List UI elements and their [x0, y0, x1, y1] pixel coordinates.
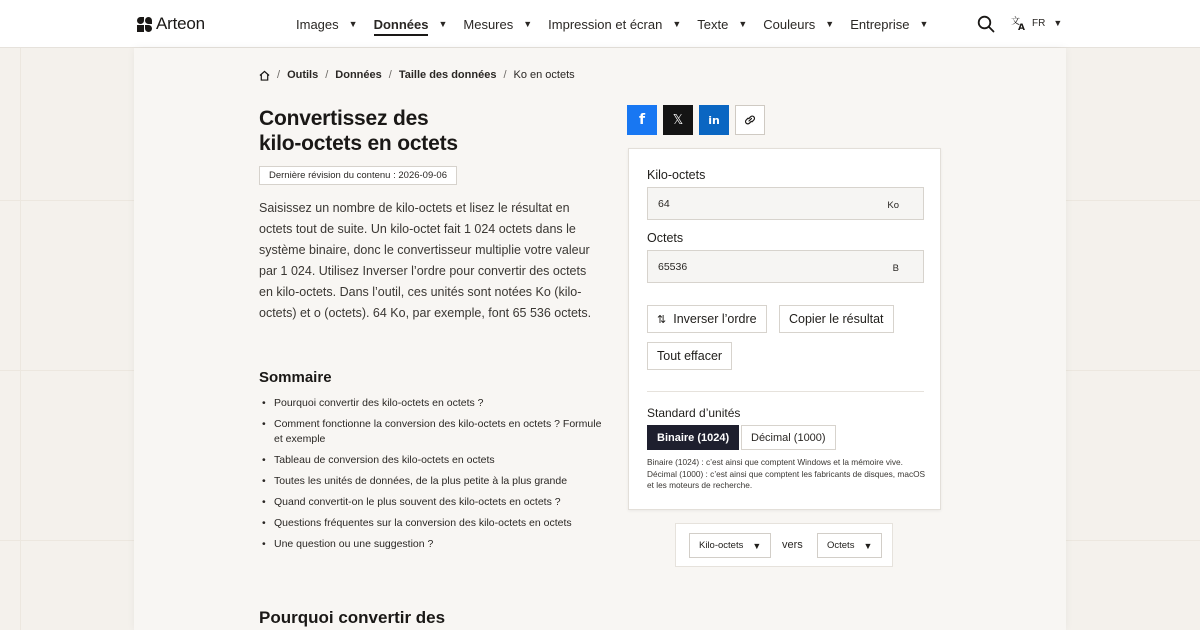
linkedin-share-button[interactable] — [699, 105, 729, 135]
divider — [647, 391, 924, 392]
summary-link[interactable]: • Questions fréquentes sur la conversion des kilo-octets en octets — [274, 516, 604, 531]
nav-item-texte[interactable] — [697, 0, 747, 48]
copy-result-button[interactable]: Copier le résultat — [779, 305, 894, 333]
site-header — [0, 0, 1200, 48]
section-title: Pourquoi convertir des — [259, 608, 446, 627]
summary-list — [274, 396, 604, 558]
breadcrumb-separator: / — [503, 69, 507, 81]
summary-link[interactable]: • Tableau de conversion des kilo-octets en octets — [274, 453, 604, 468]
nav-label: Entreprise — [850, 16, 910, 32]
link-icon — [743, 113, 757, 127]
from-unit-select[interactable] — [689, 533, 771, 558]
kilo-octets-unit: Ko — [887, 200, 899, 211]
octets-unit: B — [892, 263, 899, 274]
breadcrumb-outils[interactable]: Outils — [287, 69, 319, 81]
breadcrumb — [259, 69, 575, 81]
linkedin-icon: in — [708, 113, 720, 127]
chevron-down-icon: ▼ — [438, 19, 448, 29]
svg-text:文: 文 — [1011, 17, 1021, 27]
translate-icon — [1011, 15, 1028, 31]
copy-link-button[interactable] — [735, 105, 765, 135]
swap-order-label: Inverser l’ordre — [673, 312, 757, 326]
logo-icon — [137, 17, 152, 32]
breadcrumb-current: Ko en octets — [513, 69, 575, 81]
nav-item-entreprise[interactable] — [850, 0, 928, 48]
swap-order-button[interactable] — [647, 305, 767, 333]
breadcrumb-donnees[interactable]: Données — [335, 69, 382, 81]
nav-label: Images — [296, 16, 339, 32]
nav-item-couleurs[interactable] — [763, 0, 834, 48]
facebook-icon: f — [638, 112, 646, 128]
home-icon[interactable] — [259, 70, 270, 81]
page-title-line-2: kilo-octets en octets — [259, 132, 458, 155]
nav-label: Mesures — [463, 16, 514, 32]
chevron-down-icon: ▼ — [825, 19, 835, 29]
binary-standard-toggle[interactable]: Binaire (1024) — [647, 425, 739, 450]
breadcrumb-separator: / — [388, 69, 392, 81]
kilo-octets-label: Kilo-octets — [647, 168, 706, 182]
from-unit-value: Kilo-octets — [699, 540, 744, 551]
chevron-down-icon: ▼ — [919, 19, 929, 29]
converter-panel — [628, 148, 941, 510]
chevron-down-icon: ▼ — [1053, 18, 1063, 28]
nav-item-mesures[interactable] — [463, 0, 532, 48]
x-icon: 𝕏 — [672, 112, 684, 128]
swap-icon: ⇅ — [657, 312, 667, 326]
decimal-standard-toggle[interactable]: Décimal (1000) — [741, 425, 836, 450]
chevron-down-icon: ▼ — [523, 19, 533, 29]
svg-text:A: A — [1018, 23, 1025, 31]
breadcrumb-separator: / — [277, 69, 281, 81]
revision-badge: Dernière révision du contenu : 2026-09-06 — [259, 166, 457, 185]
nav-label: Couleurs — [763, 16, 816, 32]
nav-item-images[interactable] — [296, 0, 358, 48]
summary-link[interactable]: • Pourquoi convertir des kilo-octets en octets ? — [274, 396, 604, 411]
chevron-down-icon: ▼ — [863, 540, 873, 551]
logo-text: Arteon — [156, 14, 205, 33]
to-unit-value: Octets — [827, 540, 855, 551]
unit-standard-note: Binaire (1024) : c’est ainsi que comptent Windows et la mémoire vive. Décimal (1000) : c’est ainsi que comptent les fabricants de disques, macOS et les moteurs de recherche. — [647, 457, 926, 490]
nav-label: Impression et écran — [548, 16, 663, 32]
language-code: FR — [1032, 17, 1046, 29]
to-unit-select[interactable] — [817, 533, 882, 558]
nav-item-impression[interactable] — [548, 0, 681, 48]
unit-standard-label: Standard d’unités — [647, 406, 741, 420]
kilo-octets-field-wrapper — [647, 187, 924, 220]
unit-pair-to-word: vers — [782, 539, 803, 551]
main-nav — [296, 0, 944, 48]
nav-label: Texte — [697, 16, 729, 32]
unit-pair-selector — [675, 523, 893, 567]
kilo-octets-input[interactable] — [658, 198, 878, 210]
language-switcher[interactable] — [1011, 15, 1062, 31]
intro-text: Saisissez un nombre de kilo-octets et lisez le résultat en octets tout de suite. Un kilo-octet fait 1 024 octets dans le système binaire, donc le convertisseur multiplie votre valeur par 1 024. Utilisez Inverser l’ordre pour convertir des octets en kilo-octets. Dans l’outil, ces unités sont notées Ko (kilo-octets) et o (octets). 64 Ko, par exemple, font 65 536 octets. — [259, 201, 592, 320]
logo[interactable] — [137, 14, 205, 34]
page-title-line-1: Convertissez des — [259, 107, 429, 130]
octets-label: Octets — [647, 231, 684, 245]
nav-label: Données — [374, 17, 429, 36]
chevron-down-icon: ▼ — [672, 19, 682, 29]
octets-input[interactable] — [658, 261, 878, 273]
summary-link[interactable]: • Quand convertit-on le plus souvent des kilo-octets en octets ? — [274, 495, 604, 510]
chevron-down-icon: ▼ — [738, 19, 748, 29]
share-buttons — [627, 105, 771, 135]
octets-field-wrapper — [647, 250, 924, 283]
nav-item-donnees[interactable] — [374, 0, 448, 48]
chevron-down-icon: ▼ — [752, 540, 762, 551]
clear-all-button[interactable]: Tout effacer — [647, 342, 732, 370]
summary-link[interactable]: • Une question ou une suggestion ? — [274, 537, 604, 552]
chevron-down-icon: ▼ — [348, 19, 358, 29]
breadcrumb-taille[interactable]: Taille des données — [398, 69, 497, 81]
facebook-share-button[interactable] — [627, 105, 657, 135]
summary-title: Sommaire — [259, 369, 332, 386]
search-icon[interactable] — [977, 15, 995, 33]
page-title — [259, 106, 579, 156]
summary-link[interactable]: • Toutes les unités de données, de la plus petite à la plus grande — [274, 474, 604, 489]
breadcrumb-separator: / — [325, 69, 329, 81]
x-share-button[interactable] — [663, 105, 693, 135]
summary-link[interactable]: • Comment fonctionne la conversion des kilo-octets en octets ? Formule et exemple — [274, 417, 604, 447]
